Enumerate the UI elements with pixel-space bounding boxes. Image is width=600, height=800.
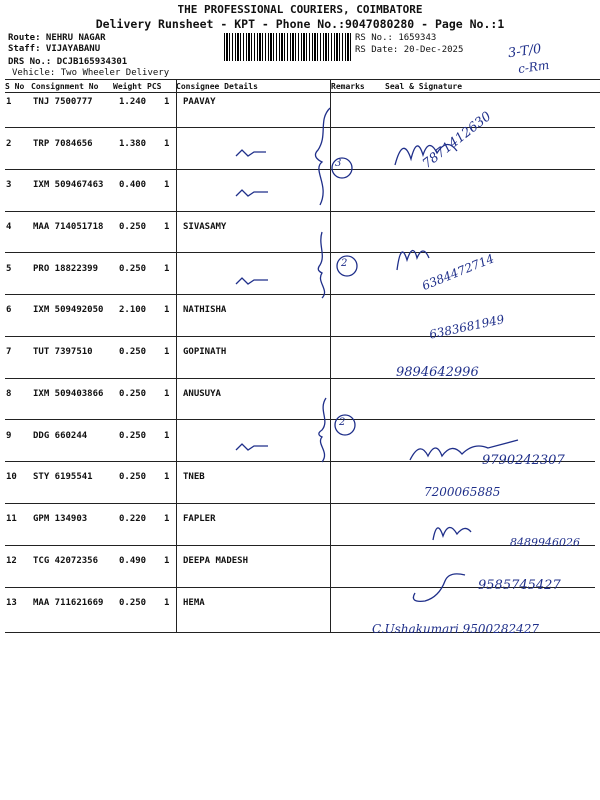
- row-weight: 0.250: [119, 222, 147, 232]
- row-consignee: PAAVAY: [183, 97, 216, 107]
- row-consignee: SIVASAMY: [183, 222, 227, 232]
- handwritten-phone-e: 9790242307: [482, 453, 565, 468]
- row-sno: 3: [6, 180, 12, 190]
- row-pcs: 1: [164, 97, 170, 107]
- row-weight: 0.490: [119, 556, 147, 566]
- row-sno: 9: [6, 431, 12, 441]
- row-sno: 6: [6, 305, 12, 315]
- row-consignee: FAPLER: [183, 514, 216, 524]
- row-sno: 4: [6, 222, 12, 232]
- handwritten-phone-f: 7200065885: [424, 485, 501, 499]
- row-weight: 0.250: [119, 598, 147, 608]
- row-sno: 7: [6, 347, 12, 357]
- row-pcs: 1: [164, 222, 170, 232]
- row-consignment-no: GPM 134903: [33, 514, 88, 524]
- handwritten-phone-h: 9585745427: [478, 578, 561, 593]
- circle-number-1: 3: [335, 158, 342, 169]
- row-pcs: 1: [164, 139, 170, 149]
- rs-date: RS Date: 20-Dec-2025: [355, 45, 464, 55]
- handwritten-phone-b: 6384472714: [420, 251, 497, 293]
- handwritten-bottom-name: C.Ushakumari 9500282427: [372, 622, 539, 636]
- row-pcs: 1: [164, 472, 170, 482]
- row-weight: 2.100: [119, 305, 147, 315]
- ditto-mark-2: [236, 190, 268, 196]
- brace-3: [319, 398, 326, 462]
- handwritten-corner-note-2: c-Rm: [517, 57, 551, 77]
- circle-number-2: 2: [341, 258, 348, 269]
- row-consignment-no: TCG 42072356: [33, 556, 99, 566]
- row-sno: 2: [6, 139, 12, 149]
- row-consignment-no: IXM 509492050: [33, 305, 104, 315]
- row-consignment-no: PRO 18822399: [33, 264, 99, 274]
- col-header-remarks: Remarks: [331, 82, 365, 91]
- handwritten-phone-c: 6383681949: [428, 312, 506, 342]
- staff-label: Staff: VIJAYABANU: [8, 44, 101, 54]
- drs-number: DRS No.: DCJB165934301: [8, 57, 128, 67]
- row-sno: 1: [6, 97, 12, 107]
- row-sno: 13: [6, 598, 17, 608]
- brace-2: [318, 232, 324, 298]
- row-weight: 0.250: [119, 431, 147, 441]
- col-header-weight: Weight: [113, 82, 142, 91]
- row-pcs: 1: [164, 598, 170, 608]
- vehicle-label: Vehicle: Two Wheeler Delivery: [12, 68, 170, 78]
- col-header-consignee: Consignee Details: [176, 82, 258, 91]
- row-consignment-no: IXM 509467463: [33, 180, 104, 190]
- row-sno: 10: [6, 472, 17, 482]
- circle-number-3: 2: [339, 417, 346, 428]
- row-sno: 12: [6, 556, 17, 566]
- col-header-consignment: Consignment No: [31, 82, 99, 91]
- row-consignee: TNEB: [183, 472, 205, 482]
- row-consignment-no: MAA 714051718: [33, 222, 104, 232]
- runsheet-subtitle: Delivery Runsheet - KPT - Phone No.:9047080280 - Page No.:1: [95, 17, 505, 31]
- handwritten-phone-d: 9894642996: [396, 365, 479, 380]
- row-consignee: GOPINATH: [183, 347, 227, 357]
- row-consignment-no: DDG 660244: [33, 431, 88, 441]
- ditto-mark-4: [236, 444, 268, 450]
- row-weight: 0.400: [119, 180, 147, 190]
- row-consignment-no: IXM 509403866: [33, 389, 104, 399]
- row-sno: 8: [6, 389, 12, 399]
- row-consignee: ANUSUYA: [183, 389, 221, 399]
- row-pcs: 1: [164, 264, 170, 274]
- brace-1: [315, 108, 330, 205]
- row-sno: 5: [6, 264, 12, 274]
- row-pcs: 1: [164, 347, 170, 357]
- row-weight: 1.380: [119, 139, 147, 149]
- col-header-sno: S No: [5, 82, 25, 91]
- company-title: THE PROFESSIONAL COURIERS, COIMBATORE: [177, 3, 423, 16]
- handwritten-phone-a: 7871412630: [420, 109, 495, 172]
- row-pcs: 1: [164, 389, 170, 399]
- row-weight: 0.250: [119, 347, 147, 357]
- row-pcs: 1: [164, 514, 170, 524]
- row-pcs: 1: [164, 556, 170, 566]
- col-header-pcs: PCS: [147, 82, 162, 91]
- rs-number: RS No.: 1659343: [355, 33, 437, 43]
- row-weight: 1.240: [119, 97, 147, 107]
- row-pcs: 1: [164, 305, 170, 315]
- row-sno: 11: [6, 514, 17, 524]
- handwritten-phone-g: 8489946026: [510, 536, 580, 549]
- row-pcs: 1: [164, 431, 170, 441]
- row-consignee: HEMA: [183, 598, 205, 608]
- row-weight: 0.250: [119, 389, 147, 399]
- row-consignment-no: MAA 711621669: [33, 598, 104, 608]
- row-consignee: DEEPA MADESH: [183, 556, 249, 566]
- row-weight: 0.220: [119, 514, 147, 524]
- row-consignee: NATHISHA: [183, 305, 227, 315]
- route-label: Route: NEHRU NAGAR: [8, 33, 106, 43]
- row-weight: 0.250: [119, 264, 147, 274]
- signature-scribble-5: [413, 574, 465, 601]
- signature-scribble-4: [433, 527, 471, 540]
- row-consignment-no: TNJ 7500777: [33, 97, 93, 107]
- row-weight: 0.250: [119, 472, 147, 482]
- col-header-signature: Seal & Signature: [385, 82, 463, 91]
- row-consignment-no: TRP 7084656: [33, 139, 93, 149]
- signature-scribble-2: [397, 250, 429, 270]
- row-pcs: 1: [164, 180, 170, 190]
- handwritten-corner-note-1: 3-T/0: [507, 41, 543, 62]
- row-consignment-no: STY 6195541: [33, 472, 93, 482]
- ditto-mark-1: [236, 150, 266, 156]
- ditto-mark-3: [236, 278, 268, 284]
- row-consignment-no: TUT 7397510: [33, 347, 93, 357]
